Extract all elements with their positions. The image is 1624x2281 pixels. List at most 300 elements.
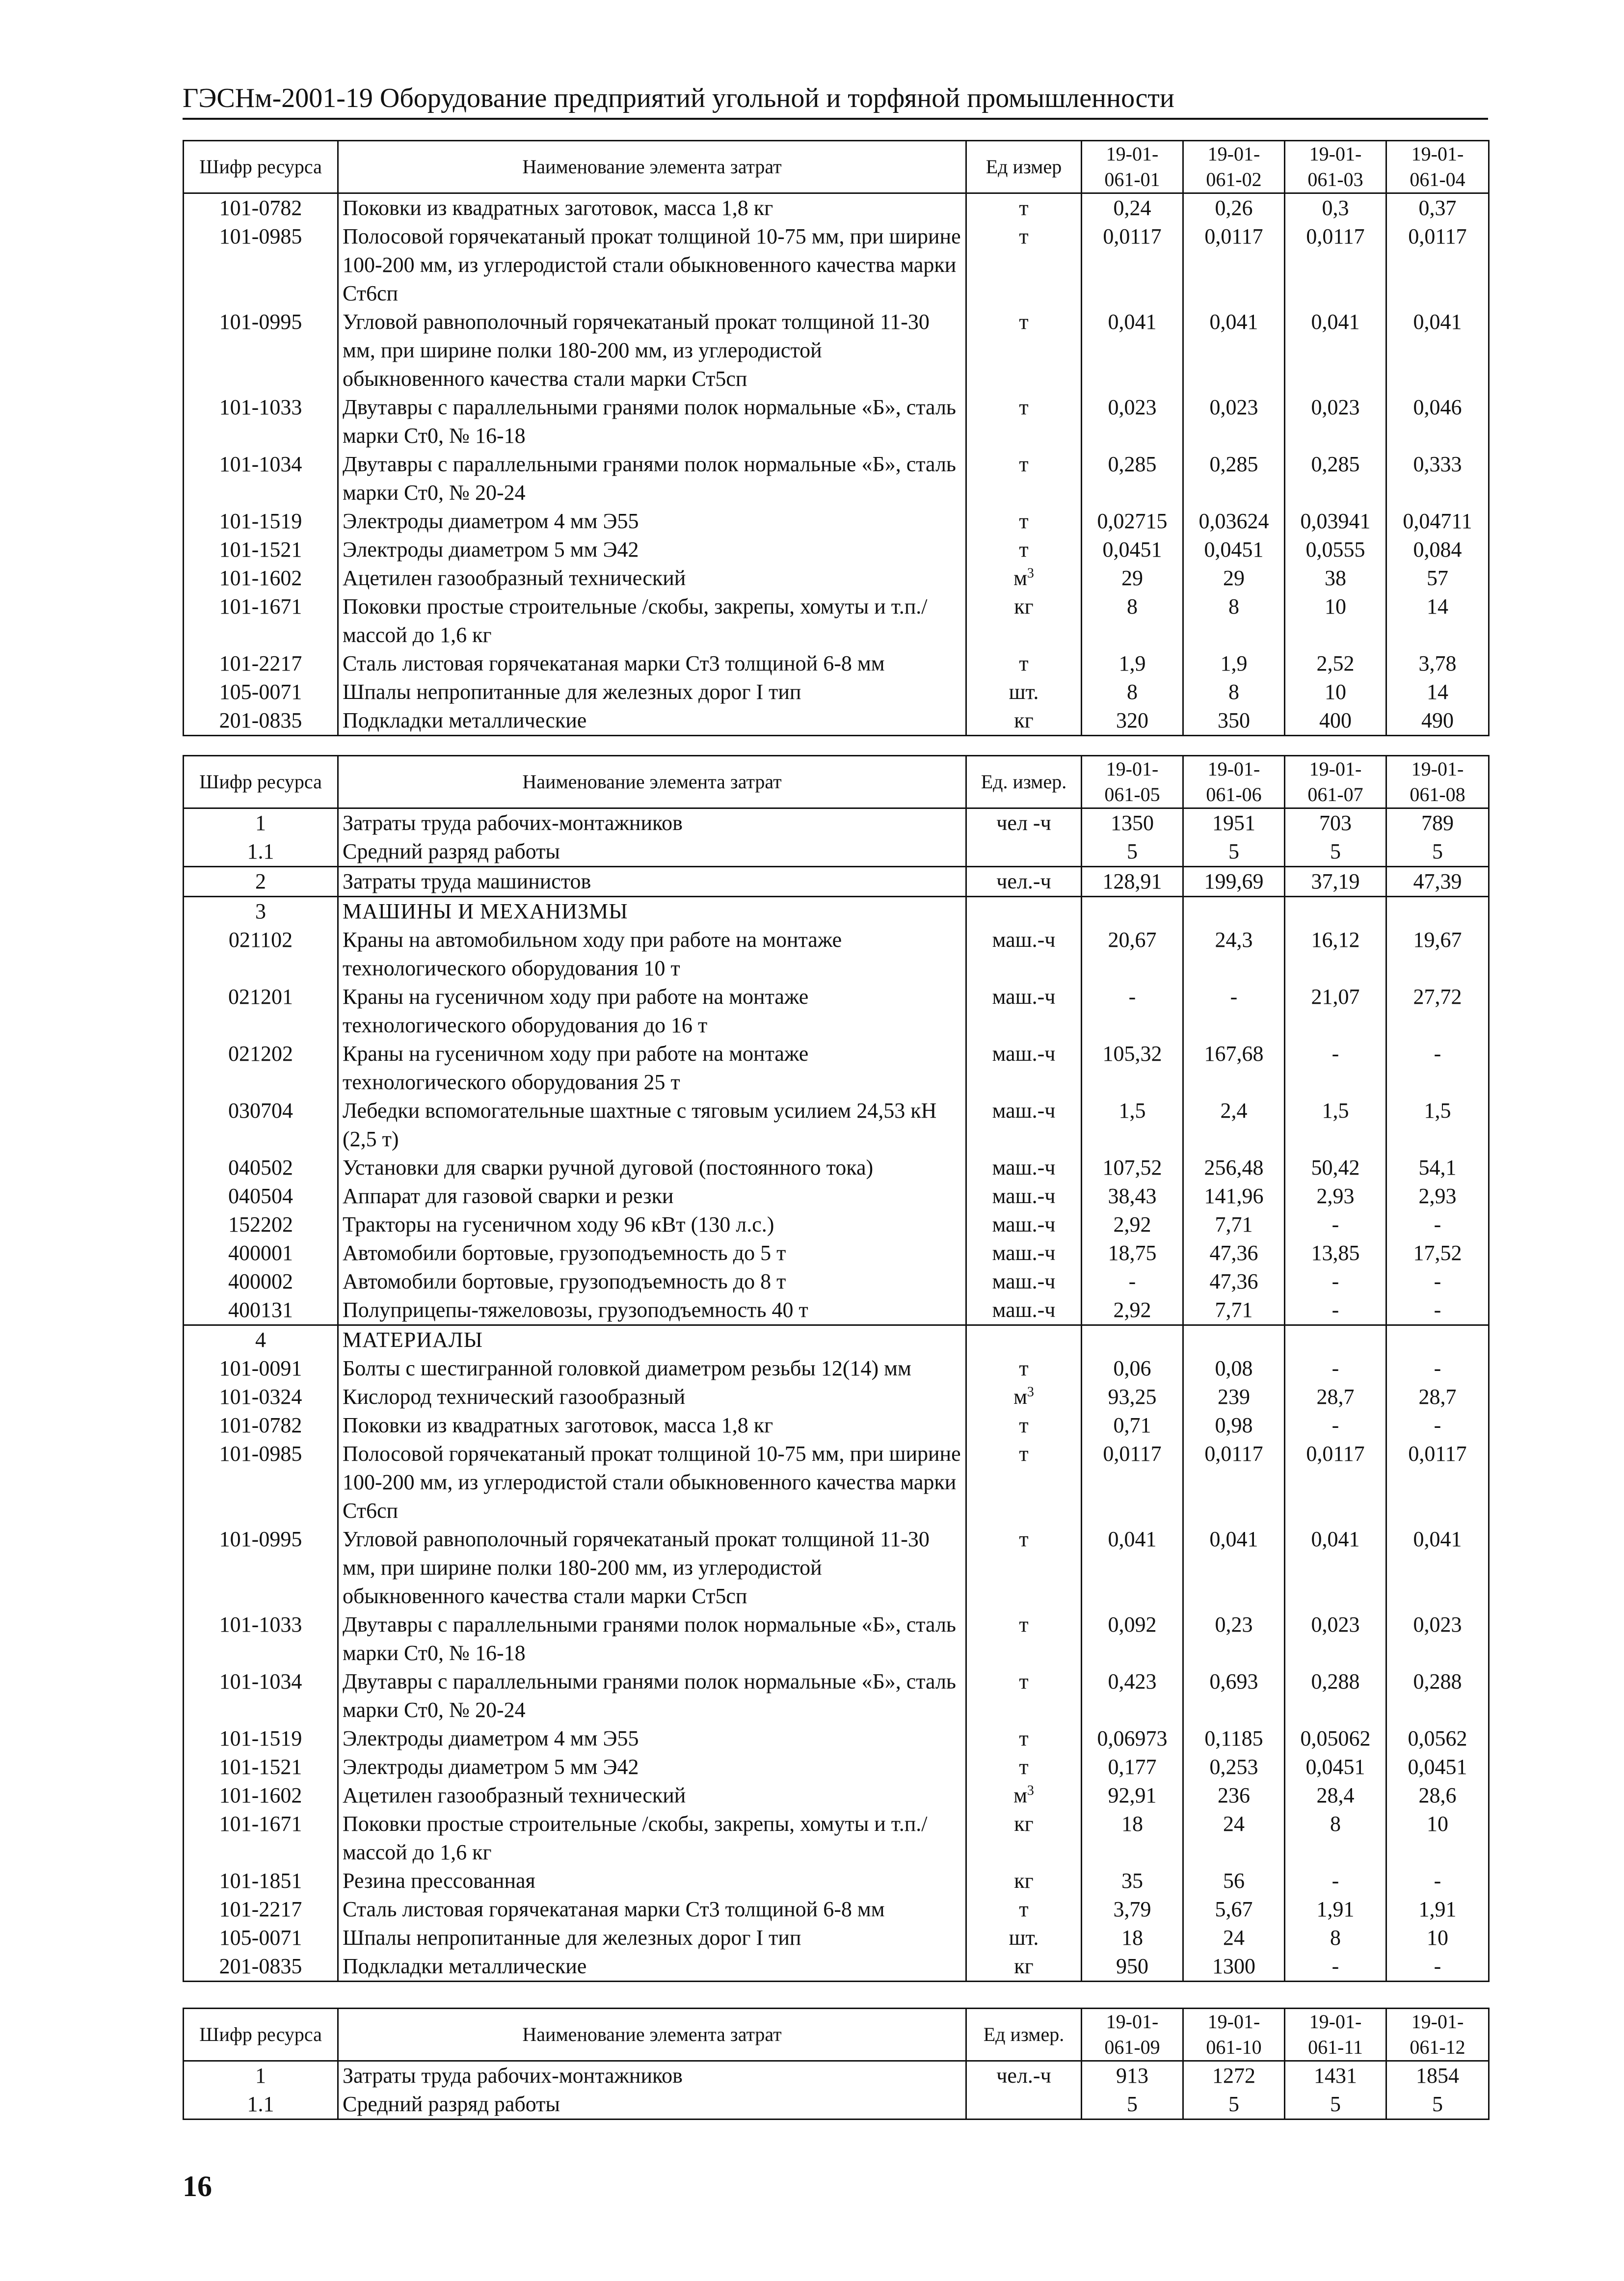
unit-cell [966, 1810, 1082, 1867]
unit-cell [966, 808, 1082, 838]
header-name: Наименование элемента затрат [338, 2009, 966, 2061]
resource-code: 101-0985 [184, 1440, 338, 1525]
unit: т [1019, 1897, 1029, 1921]
norm-value: 38 [1285, 564, 1386, 592]
norm-value: 0,71 [1082, 1411, 1183, 1440]
unit: т [1019, 1669, 1029, 1693]
header-norm-line1: 19-01- [1207, 143, 1260, 165]
header-norm-line2: 061-03 [1307, 168, 1363, 190]
resource-name: Полосовой горячекатаный прокат толщиной 10-75 мм, при ширине 100-200 мм, из углеродистой стали обыкновенного качества марки Ст6сп [338, 222, 966, 308]
norm-value: 913 [1082, 2061, 1183, 2091]
header-norm-line1: 19-01- [1309, 143, 1362, 165]
unit-cell [966, 1724, 1082, 1753]
norm-value: 0,0451 [1386, 1753, 1489, 1781]
norm-value: 5 [1285, 837, 1386, 867]
norm-value: 28,7 [1386, 1383, 1489, 1411]
norm-value: 0,0451 [1082, 536, 1183, 564]
resource-code: 101-0995 [184, 1525, 338, 1610]
norm-value: 5 [1285, 2090, 1386, 2120]
header-norm-code [1285, 2009, 1386, 2061]
norm-value: 0,423 [1082, 1667, 1183, 1724]
norm-value: 1300 [1183, 1952, 1285, 1982]
norm-value: 5 [1183, 2090, 1285, 2120]
header-unit: Ед измер. [966, 2009, 1082, 2061]
resource-name: Подкладки металлические [338, 706, 966, 736]
table-row [184, 1040, 1489, 1097]
resource-code: 400131 [184, 1296, 338, 1325]
norm-value: 0,0555 [1285, 536, 1386, 564]
norm-value: 7,71 [1183, 1296, 1285, 1325]
norm-value: 20,67 [1082, 926, 1183, 983]
norm-value [1082, 897, 1183, 926]
unit-cell [966, 1267, 1082, 1296]
norm-value: 2,4 [1183, 1097, 1285, 1154]
resource-name: Сталь листовая горячекатаная марки Ст3 толщиной 6-8 мм [338, 1895, 966, 1924]
norm-value: 3,78 [1386, 649, 1489, 678]
norm-value [1386, 897, 1489, 926]
norm-value: 167,68 [1183, 1040, 1285, 1097]
resource-code: 1 [184, 808, 338, 838]
unit-cell [966, 2090, 1082, 2120]
norm-value: 0,041 [1285, 1525, 1386, 1610]
header-norm-line1: 19-01- [1207, 2011, 1260, 2033]
resource-name: Средний разряд работы [338, 2090, 966, 2120]
unit: т [1019, 1527, 1029, 1551]
header-norm-code [1386, 2009, 1489, 2061]
norm-value: 57 [1386, 564, 1489, 592]
norm-value: 0,693 [1183, 1667, 1285, 1724]
norm-value: 8 [1183, 592, 1285, 649]
header-norm-line2: 061-07 [1307, 783, 1363, 805]
norm-value: 0,0117 [1183, 222, 1285, 308]
section-row [184, 1325, 1489, 1355]
unit: кг [1014, 1954, 1034, 1978]
header-norm-code [1082, 2009, 1183, 2061]
unit-cell [966, 926, 1082, 983]
resource-name: Угловой равнополочный горячекатаный прокат толщиной 11-30 мм, при ширине полки 180-200 мм, из углеродистой обыкновенного качества стали марки Ст5сп [338, 1525, 966, 1610]
resource-name: Шпалы непропитанные для железных дорог I тип [338, 678, 966, 706]
header-norm-line1: 19-01- [1106, 758, 1159, 780]
norm-value: - [1285, 1952, 1386, 1982]
resource-code: 101-1034 [184, 1667, 338, 1724]
header-name: Наименование элемента затрат [338, 756, 966, 808]
norm-value: 5 [1386, 837, 1489, 867]
resource-name: Краны на гусеничном ходу при работе на монтаже технологического оборудования 25 т [338, 1040, 966, 1097]
norm-value: 10 [1386, 1810, 1489, 1867]
resource-name: Ацетилен газообразный технический [338, 564, 966, 592]
table-row [184, 193, 1489, 223]
norm-value: 107,52 [1082, 1154, 1183, 1182]
resource-code: 3 [184, 897, 338, 926]
table-row [184, 678, 1489, 706]
table-header-row [184, 141, 1489, 193]
section-title: МАШИНЫ И МЕХАНИЗМЫ [338, 897, 966, 926]
norm-value [1285, 897, 1386, 926]
norm-value: 0,03941 [1285, 507, 1386, 536]
norm-value: 8 [1183, 678, 1285, 706]
header-norm-line2: 061-04 [1410, 168, 1465, 190]
norm-value: 92,91 [1082, 1781, 1183, 1810]
table-row [184, 393, 1489, 450]
unit: маш.-ч [992, 1241, 1056, 1265]
unit-cell [966, 1210, 1082, 1239]
resource-code: 2 [184, 867, 338, 897]
unit: маш.-ч [992, 1184, 1056, 1208]
norm-value: 38,43 [1082, 1182, 1183, 1210]
unit: кг [1014, 594, 1034, 618]
resource-table-3 [183, 2008, 1490, 2120]
norm-value: 3,79 [1082, 1895, 1183, 1924]
norm-value: 0,23 [1183, 1610, 1285, 1667]
norm-value: 17,52 [1386, 1239, 1489, 1267]
unit-cell [966, 1182, 1082, 1210]
norm-value: 703 [1285, 808, 1386, 838]
header-norm-line2: 061-01 [1104, 168, 1160, 190]
table-row [184, 1154, 1489, 1182]
norm-value: 0,046 [1386, 393, 1489, 450]
header-norm-code [1183, 2009, 1285, 2061]
norm-value: 56 [1183, 1867, 1285, 1895]
table-row [184, 983, 1489, 1040]
unit: чел.-ч [996, 2064, 1051, 2088]
unit: т [1019, 196, 1029, 220]
norm-value: 0,041 [1082, 1525, 1183, 1610]
norm-value: 8 [1082, 678, 1183, 706]
resource-name: Затраты труда машинистов [338, 867, 966, 897]
norm-value: 0,26 [1183, 193, 1285, 223]
norm-value: 5,67 [1183, 1895, 1285, 1924]
norm-value: 24 [1183, 1810, 1285, 1867]
norm-value: 1,9 [1183, 649, 1285, 678]
resource-code: 101-1602 [184, 564, 338, 592]
resource-name: Электроды диаметром 4 мм Э55 [338, 507, 966, 536]
resource-name: Угловой равнополочный горячекатаный прокат толщиной 11-30 мм, при ширине полки 180-200 мм, из углеродистой обыкновенного качества стали марки Ст5сп [338, 308, 966, 393]
norm-value: 0,023 [1285, 393, 1386, 450]
norm-value: 5 [1183, 837, 1285, 867]
unit: т [1019, 1356, 1029, 1380]
unit-cell [966, 1239, 1082, 1267]
resource-code: 4 [184, 1325, 338, 1355]
norm-value: 0,02715 [1082, 507, 1183, 536]
norm-value: 13,85 [1285, 1239, 1386, 1267]
norm-value: 1,5 [1386, 1097, 1489, 1154]
norm-value: 2,92 [1082, 1296, 1183, 1325]
norm-value: 1350 [1082, 808, 1183, 838]
norm-value: 8 [1082, 592, 1183, 649]
resource-code: 201-0835 [184, 1952, 338, 1982]
unit-cell [966, 678, 1082, 706]
unit-cell [966, 1895, 1082, 1924]
resource-name: Поковки из квадратных заготовок, масса 1,8 кг [338, 193, 966, 223]
norm-value: 14 [1386, 678, 1489, 706]
norm-value: 93,25 [1082, 1383, 1183, 1411]
table-row [184, 1610, 1489, 1667]
unit-cell [966, 592, 1082, 649]
norm-value: 1,91 [1386, 1895, 1489, 1924]
norm-value: 47,36 [1183, 1239, 1285, 1267]
norm-value [1285, 1325, 1386, 1355]
unit: м [1013, 566, 1027, 590]
resource-code: 101-2217 [184, 649, 338, 678]
norm-value: - [1285, 1040, 1386, 1097]
norm-value: 199,69 [1183, 867, 1285, 897]
resource-code: 101-1033 [184, 393, 338, 450]
norm-value: 24,3 [1183, 926, 1285, 983]
norm-value: 0,0117 [1082, 1440, 1183, 1525]
resource-name: Шпалы непропитанные для железных дорог I тип [338, 1924, 966, 1952]
section-row [184, 897, 1489, 926]
norm-value: 400 [1285, 706, 1386, 736]
norm-value: 1,9 [1082, 649, 1183, 678]
unit-cell [966, 1325, 1082, 1355]
norm-value: 0,0117 [1183, 1440, 1285, 1525]
norm-value: 0,06 [1082, 1354, 1183, 1383]
unit-cell [966, 1097, 1082, 1154]
unit: т [1019, 1413, 1029, 1437]
table-row [184, 1810, 1489, 1867]
resource-code: 101-0985 [184, 222, 338, 308]
norm-value [1183, 897, 1285, 926]
header-norm-line2: 061-06 [1206, 783, 1262, 805]
unit: кг [1014, 1812, 1034, 1836]
norm-value: 47,36 [1183, 1267, 1285, 1296]
resource-code: 101-1602 [184, 1781, 338, 1810]
norm-value: 35 [1082, 1867, 1183, 1895]
norm-value: 54,1 [1386, 1154, 1489, 1182]
header-norm-line1: 19-01- [1411, 2011, 1464, 2033]
norm-value [1386, 1325, 1489, 1355]
unit-cell [966, 193, 1082, 223]
header-norm-line2: 061-09 [1104, 2036, 1160, 2058]
unit-cell [966, 393, 1082, 450]
resource-name: Резина прессованная [338, 1867, 966, 1895]
table-row [184, 1952, 1489, 1982]
norm-value: 27,72 [1386, 983, 1489, 1040]
header-unit: Ед. измер. [966, 756, 1082, 808]
unit-cell [966, 222, 1082, 308]
norm-value: - [1285, 1210, 1386, 1239]
unit-superscript: 3 [1027, 565, 1034, 581]
resource-table-1 [183, 140, 1490, 736]
table-row [184, 1267, 1489, 1296]
table-row [184, 1182, 1489, 1210]
norm-value: - [1386, 1867, 1489, 1895]
header-code: Шифр ресурса [184, 756, 338, 808]
header-norm-line1: 19-01- [1207, 758, 1260, 780]
resource-name: Двутавры с параллельными гранями полок нормальные «Б», сталь марки Ст0, № 20-24 [338, 450, 966, 507]
table-row [184, 308, 1489, 393]
norm-value: 10 [1285, 592, 1386, 649]
resource-code: 105-0071 [184, 678, 338, 706]
norm-value: - [1386, 1411, 1489, 1440]
header-norm-line1: 19-01- [1309, 2011, 1362, 2033]
resource-name: Электроды диаметром 5 мм Э42 [338, 536, 966, 564]
unit-cell [966, 1753, 1082, 1781]
norm-value: 0,023 [1082, 393, 1183, 450]
norm-value: 0,0117 [1285, 222, 1386, 308]
unit: маш.-ч [992, 1212, 1056, 1236]
table-row [184, 1239, 1489, 1267]
norm-value: 21,07 [1285, 983, 1386, 1040]
resource-name: Подкладки металлические [338, 1952, 966, 1982]
norm-value: 950 [1082, 1952, 1183, 1982]
table-row [184, 1440, 1489, 1525]
norm-value: 2,93 [1285, 1182, 1386, 1210]
unit-cell [966, 308, 1082, 393]
header-norm-code [1285, 141, 1386, 193]
norm-value: 0,08 [1183, 1354, 1285, 1383]
header-norm-code [1386, 141, 1489, 193]
header-norm-line2: 061-08 [1410, 783, 1465, 805]
norm-value: 0,041 [1082, 308, 1183, 393]
header-norm-code [1082, 141, 1183, 193]
norm-value: 5 [1082, 837, 1183, 867]
header-norm-code [1183, 141, 1285, 193]
table-row [184, 564, 1489, 592]
table-row [184, 1097, 1489, 1154]
resource-name: Двутавры с параллельными гранями полок нормальные «Б», сталь марки Ст0, № 20-24 [338, 1667, 966, 1724]
resource-code: 101-0995 [184, 308, 338, 393]
norm-value: - [1386, 1296, 1489, 1325]
norm-value: 18 [1082, 1924, 1183, 1952]
resource-name: Сталь листовая горячекатаная марки Ст3 толщиной 6-8 мм [338, 649, 966, 678]
norm-value: 0,0117 [1386, 222, 1489, 308]
resource-code: 101-0782 [184, 193, 338, 223]
unit-cell [966, 1525, 1082, 1610]
norm-value: 0,333 [1386, 450, 1489, 507]
norm-value: 8 [1285, 1810, 1386, 1867]
norm-value: 0,023 [1183, 393, 1285, 450]
norm-value: 0,98 [1183, 1411, 1285, 1440]
norm-value: - [1285, 1267, 1386, 1296]
resource-code: 030704 [184, 1097, 338, 1154]
resource-code: 021202 [184, 1040, 338, 1097]
norm-value: 0,041 [1183, 1525, 1285, 1610]
table-row [184, 867, 1489, 897]
resource-code: 040502 [184, 1154, 338, 1182]
resource-name: Аппарат для газовой сварки и резки [338, 1182, 966, 1210]
header-norm-line2: 061-05 [1104, 783, 1160, 805]
norm-value: 2,93 [1386, 1182, 1489, 1210]
resource-code: 101-1851 [184, 1867, 338, 1895]
norm-value: 2,92 [1082, 1210, 1183, 1239]
header-norm-line2: 061-02 [1206, 168, 1262, 190]
unit-cell [966, 1154, 1082, 1182]
norm-value: 0,06973 [1082, 1724, 1183, 1753]
norm-value: - [1285, 1867, 1386, 1895]
norm-value: 350 [1183, 706, 1285, 736]
resource-code: 040504 [184, 1182, 338, 1210]
norm-value: 28,4 [1285, 1781, 1386, 1810]
table-row [184, 649, 1489, 678]
norm-value: 37,19 [1285, 867, 1386, 897]
table-row [184, 1354, 1489, 1383]
unit-cell [966, 1411, 1082, 1440]
norm-value: 18,75 [1082, 1239, 1183, 1267]
resource-name: Двутавры с параллельными гранями полок нормальные «Б», сталь марки Ст0, № 16-18 [338, 393, 966, 450]
table-row [184, 1383, 1489, 1411]
table-row [184, 1753, 1489, 1781]
norm-value: 320 [1082, 706, 1183, 736]
resource-name: Установки для сварки ручной дуговой (постоянного тока) [338, 1154, 966, 1182]
norm-value [1183, 1325, 1285, 1355]
header-name: Наименование элемента затрат [338, 141, 966, 193]
table-row [184, 450, 1489, 507]
unit: т [1019, 537, 1029, 562]
resource-code: 1 [184, 2061, 338, 2091]
header-norm-code [1082, 756, 1183, 808]
section-title: МАТЕРИАЛЫ [338, 1325, 966, 1355]
unit-cell [966, 450, 1082, 507]
norm-value: 0,084 [1386, 536, 1489, 564]
norm-value: 0,0117 [1082, 222, 1183, 308]
unit: кг [1014, 1869, 1034, 1893]
norm-value: 0,0117 [1386, 1440, 1489, 1525]
unit: маш.-ч [992, 1269, 1056, 1293]
resource-code: 105-0071 [184, 1924, 338, 1952]
resource-table-2 [183, 755, 1490, 1982]
resource-name: Электроды диаметром 5 мм Э42 [338, 1753, 966, 1781]
norm-value: - [1082, 1267, 1183, 1296]
unit: маш.-ч [992, 1099, 1056, 1123]
resource-name: Автомобили бортовые, грузоподъемность до 5 т [338, 1239, 966, 1267]
resource-name: Полосовой горячекатаный прокат толщиной 10-75 мм, при ширине 100-200 мм, из углеродистой стали обыкновенного качества марки Ст6сп [338, 1440, 966, 1525]
resource-name: Затраты труда рабочих-монтажников [338, 2061, 966, 2091]
table-row [184, 222, 1489, 308]
table-row [184, 1210, 1489, 1239]
norm-value: - [1285, 1354, 1386, 1383]
unit-cell [966, 1296, 1082, 1325]
norm-value: 0,041 [1285, 308, 1386, 393]
unit-cell [966, 983, 1082, 1040]
norm-value: 0,1185 [1183, 1724, 1285, 1753]
unit-cell [966, 1383, 1082, 1411]
resource-code: 400001 [184, 1239, 338, 1267]
unit: т [1019, 1612, 1029, 1637]
norm-value: 0,3 [1285, 193, 1386, 223]
norm-value: 0,37 [1386, 193, 1489, 223]
resource-name: Лебедки вспомогательные шахтные с тяговым усилием 24,53 кН (2,5 т) [338, 1097, 966, 1154]
table-row [184, 1867, 1489, 1895]
unit-cell [966, 837, 1082, 867]
norm-value: 7,71 [1183, 1210, 1285, 1239]
header-norm-code [1183, 756, 1285, 808]
norm-value: 0,041 [1386, 308, 1489, 393]
norm-value: 10 [1285, 678, 1386, 706]
unit: т [1019, 224, 1029, 248]
norm-value: 19,67 [1386, 926, 1489, 983]
resource-name: Затраты труда рабочих-монтажников [338, 808, 966, 838]
resource-name: Поковки из квадратных заготовок, масса 1,8 кг [338, 1411, 966, 1440]
norm-value [1082, 1325, 1183, 1355]
norm-value: 0,0117 [1285, 1440, 1386, 1525]
unit: маш.-ч [992, 985, 1056, 1009]
resource-code: 1.1 [184, 837, 338, 867]
norm-value: 10 [1386, 1924, 1489, 1952]
unit: маш.-ч [992, 928, 1056, 952]
norm-value: 0,285 [1183, 450, 1285, 507]
resource-name: Краны на гусеничном ходу при работе на монтаже технологического оборудования до 16 т [338, 983, 966, 1040]
norm-value: - [1386, 1267, 1489, 1296]
unit: маш.-ч [992, 1042, 1056, 1066]
norm-value: - [1386, 1952, 1489, 1982]
table-header-row [184, 756, 1489, 808]
table-row [184, 507, 1489, 536]
header-code: Шифр ресурса [184, 2009, 338, 2061]
norm-value: 16,12 [1285, 926, 1386, 983]
table-row [184, 1411, 1489, 1440]
unit: маш.-ч [992, 1155, 1056, 1180]
